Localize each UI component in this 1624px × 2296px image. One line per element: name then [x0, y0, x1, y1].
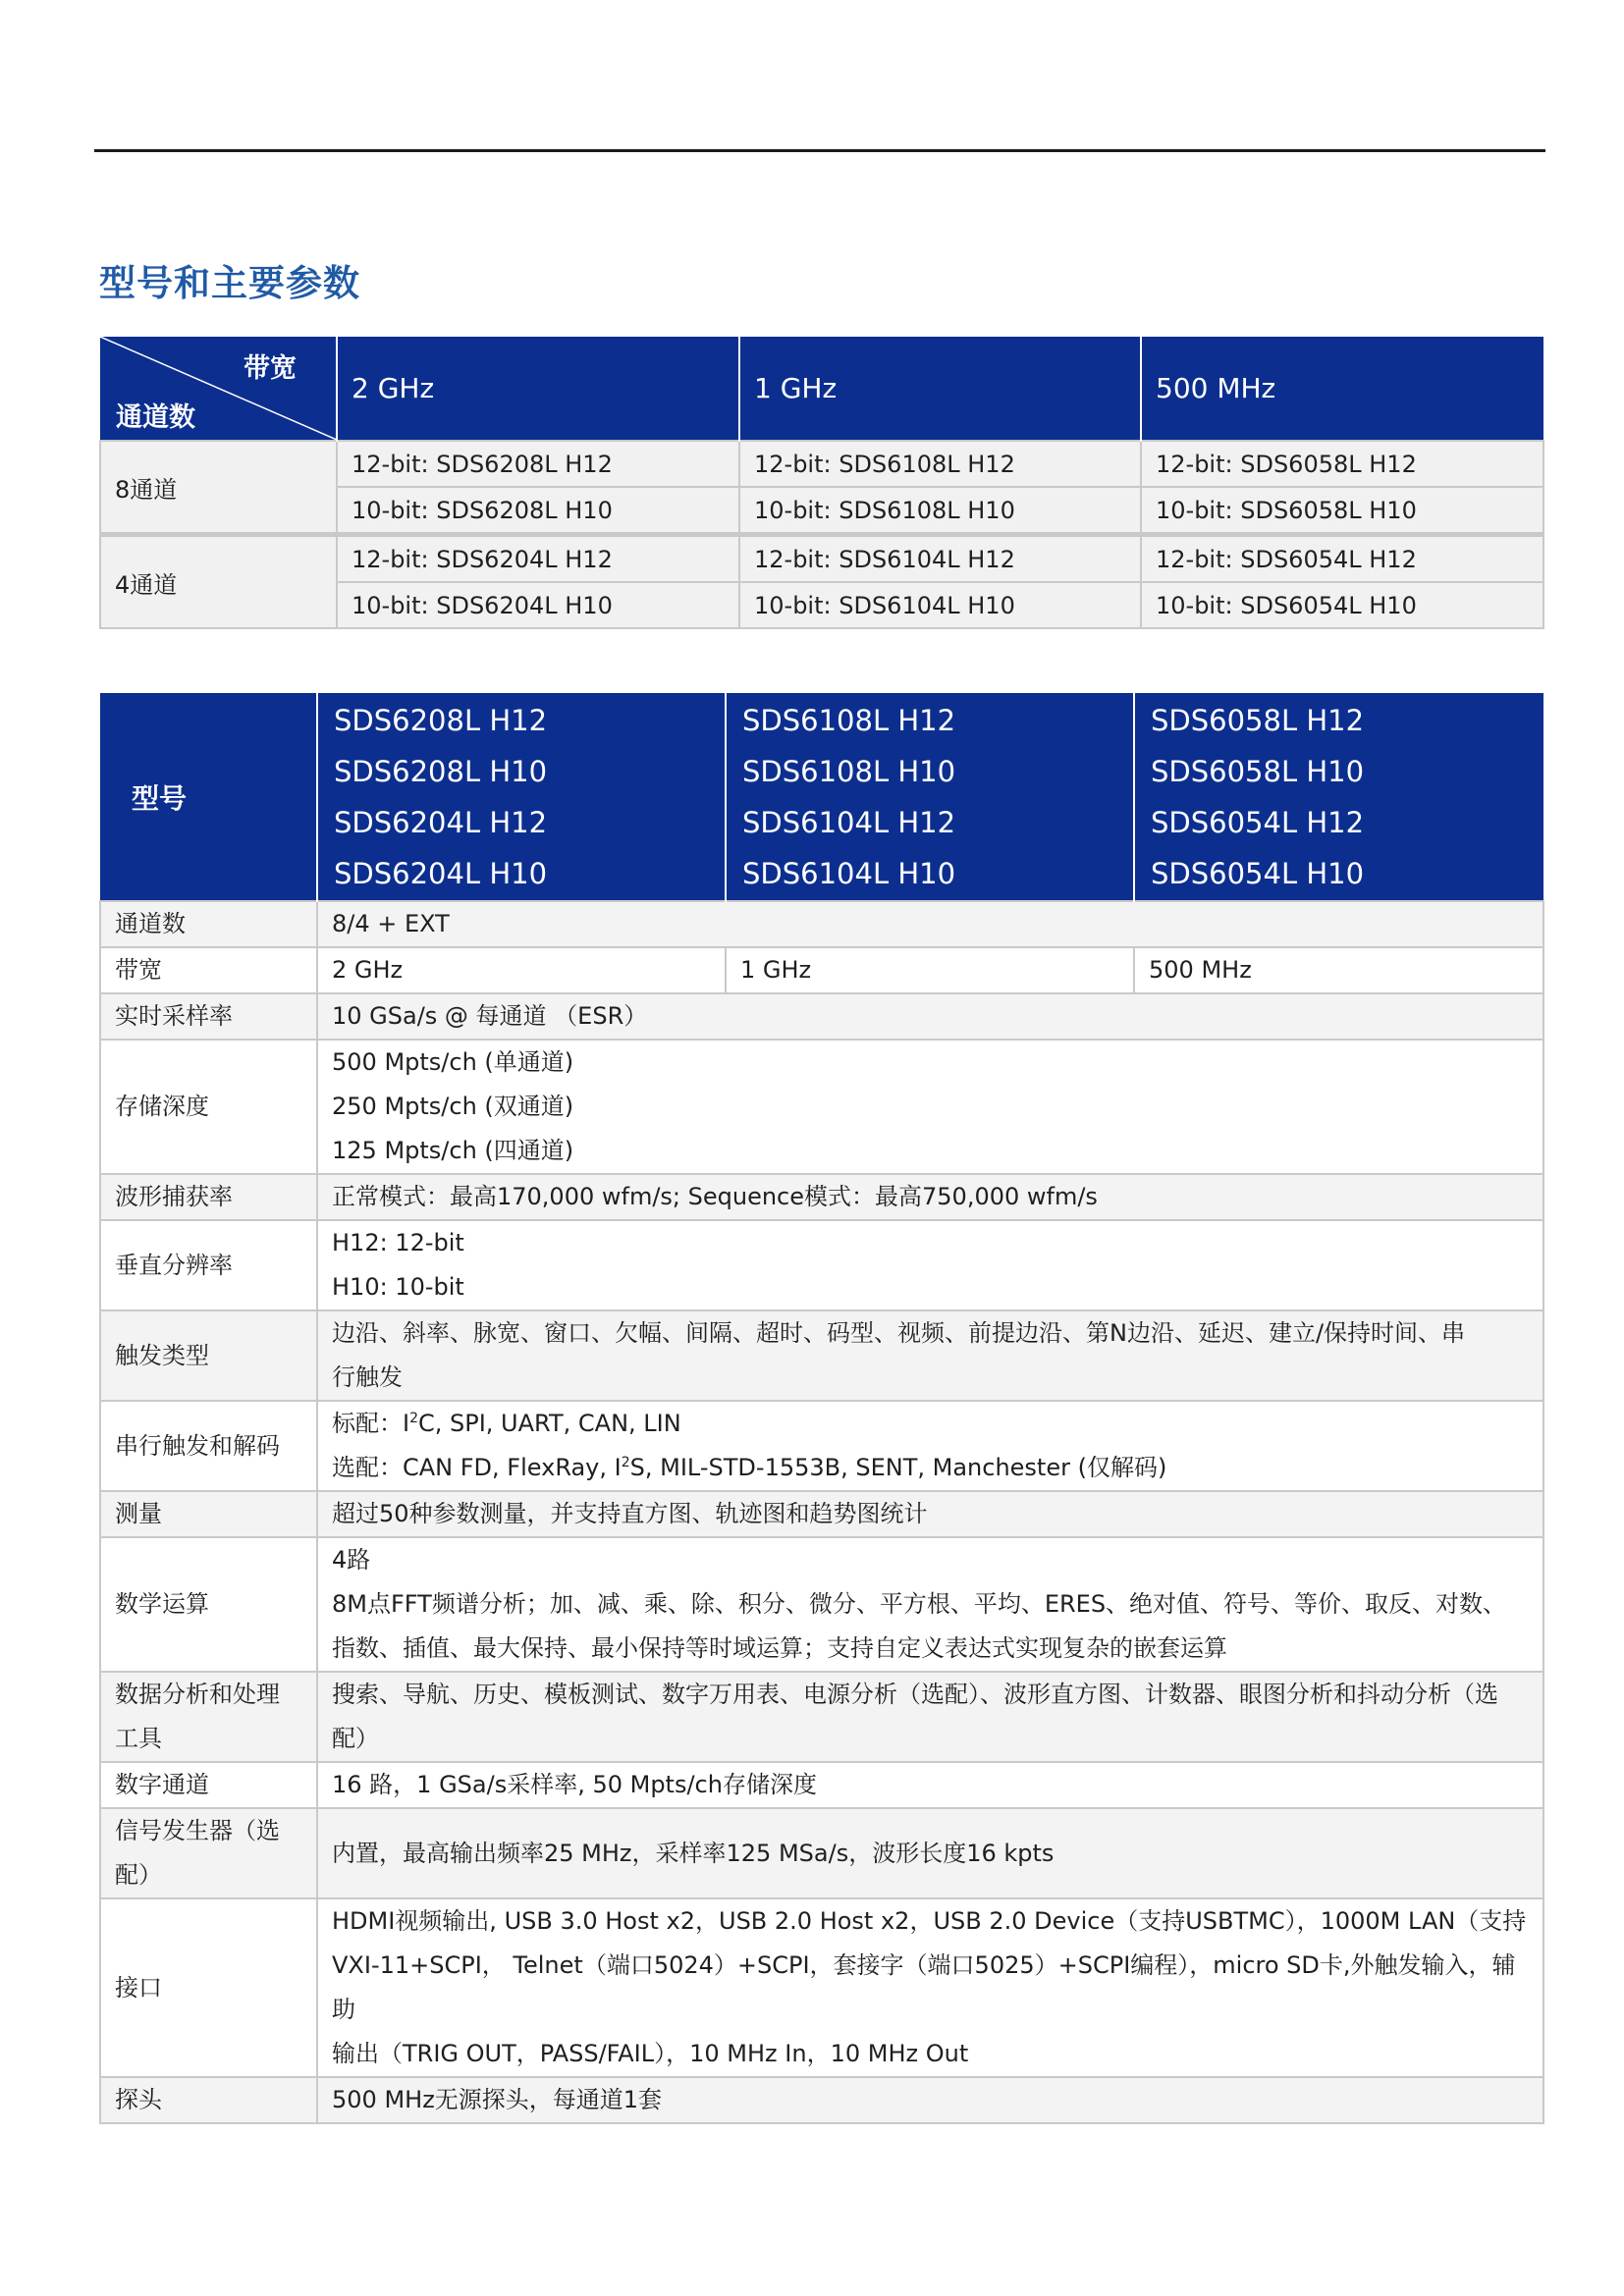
model-cell: 12-bit: SDS6054L H12 — [1141, 535, 1543, 583]
model-name: SDS6054L H10 — [1151, 856, 1365, 890]
spec-row-memory — [100, 1040, 1543, 1174]
spec-line: 输出（TRIG OUT，PASS/FAIL），10 MHz In，10 MHz Out — [332, 2040, 969, 2067]
model-name: SDS6058L H12 — [1151, 703, 1365, 737]
model-header — [317, 693, 726, 901]
model-name: SDS6108L H12 — [742, 703, 956, 737]
spec-label: 接口 — [100, 1898, 317, 2077]
model-cell: 12-bit: SDS6108L H12 — [739, 441, 1141, 487]
bandwidth-header: 2 GHz — [337, 337, 739, 441]
spec-line — [332, 1402, 1529, 1446]
spec-line: 行触发 — [332, 1363, 403, 1391]
spec-line: VXI-11+SCPI， Telnet（端口5024）+SCPI，套接字（端口5025）+SCPI编程），micro SD卡,外触发输入，辅助 — [332, 1951, 1516, 2023]
model-name: SDS6204L H12 — [334, 805, 548, 839]
spec-label-line: 数据分析和处理 — [115, 1681, 280, 1708]
bandwidth-header-row — [100, 337, 1543, 441]
model-name: SDS6208L H10 — [334, 754, 548, 788]
spec-label: 触发类型 — [100, 1310, 317, 1401]
row-label: 8通道 — [100, 441, 337, 535]
spec-label-line: 配） — [115, 1861, 162, 1889]
spec-value — [317, 1537, 1543, 1672]
text-fragment: 标配：I — [332, 1410, 410, 1437]
spec-value — [317, 1220, 1543, 1310]
spec-label — [100, 1672, 317, 1762]
bandwidth-header: 1 GHz — [739, 337, 1141, 441]
model-name: SDS6104L H10 — [742, 856, 956, 890]
section-title: 型号和主要参数 — [99, 262, 360, 304]
spec-value — [317, 1040, 1543, 1174]
spec-line: 指数、插值、最大保持、最小保持等时域运算；支持自定义表达式实现复杂的嵌套运算 — [332, 1634, 1227, 1662]
model-name: SDS6204L H10 — [334, 856, 548, 890]
spec-line: 边沿、斜率、脉宽、窗口、欠幅、间隔、超时、码型、视频、前提边沿、第N边沿、延迟、建立/保持时间、串 — [332, 1319, 1466, 1347]
model-matrix-table — [99, 337, 1544, 629]
model-cell: 10-bit: SDS6208L H10 — [337, 487, 739, 535]
spec-value — [317, 1898, 1543, 2077]
model-cell: 12-bit: SDS6208L H12 — [337, 441, 739, 487]
spec-label: 存储深度 — [100, 1040, 317, 1174]
spec-value: 2 GHz — [317, 947, 726, 993]
spec-label: 数字通道 — [100, 1762, 317, 1808]
spec-label: 通道数 — [100, 901, 317, 947]
text-fragment: C, SPI, UART, CAN, LIN — [418, 1410, 681, 1437]
spec-line: H10: 10-bit — [332, 1273, 464, 1301]
spec-row-analysis — [100, 1672, 1543, 1762]
spec-row-interface — [100, 1898, 1543, 2077]
spec-line: 配） — [332, 1725, 379, 1752]
model-name: SDS6108L H10 — [742, 754, 956, 788]
spec-value: 500 MHz — [1134, 947, 1543, 993]
spec-row-sample-rate — [100, 993, 1543, 1040]
model-cell: 10-bit: SDS6104L H10 — [739, 582, 1141, 628]
spec-label — [100, 1808, 317, 1898]
model-header — [726, 693, 1134, 901]
row-label: 4通道 — [100, 535, 337, 629]
model-header-label: 型号 — [100, 693, 317, 901]
model-cell: 12-bit: SDS6204L H12 — [337, 535, 739, 583]
spec-label: 串行触发和解码 — [100, 1401, 317, 1491]
spec-label: 探头 — [100, 2077, 317, 2123]
superscript: 2 — [621, 1455, 630, 1470]
spec-row-capture — [100, 1174, 1543, 1220]
spec-value: 超过50种参数测量，并支持直方图、轨迹图和趋势图统计 — [317, 1491, 1543, 1537]
spec-row-bandwidth — [100, 947, 1543, 993]
superscript: 2 — [409, 1411, 418, 1426]
text-fragment: S, MIL-STD-1553B, SENT, Manchester (仅解码) — [629, 1454, 1167, 1481]
spec-row-generator — [100, 1808, 1543, 1898]
corner-header — [100, 337, 337, 441]
spec-line: 8M点FFT频谱分析；加、减、乘、除、积分、微分、平方根、平均、ERES、绝对值、符号、等价、取反、对数、 — [332, 1590, 1507, 1618]
spec-table — [99, 693, 1544, 2124]
table-row — [100, 535, 1543, 583]
spec-value — [317, 1672, 1543, 1762]
spec-value: 10 GSa/s @ 每通道 （ESR） — [317, 993, 1543, 1040]
model-name: SDS6208L H12 — [334, 703, 548, 737]
model-name: SDS6058L H10 — [1151, 754, 1365, 788]
bandwidth-header: 500 MHz — [1141, 337, 1543, 441]
spec-value: 8/4 + EXT — [317, 901, 1543, 947]
corner-channels-label: 通道数 — [116, 402, 195, 433]
spec-value — [317, 1310, 1543, 1401]
spec-label: 测量 — [100, 1491, 317, 1537]
model-cell: 12-bit: SDS6104L H12 — [739, 535, 1141, 583]
spec-value: 500 MHz无源探头，每通道1套 — [317, 2077, 1543, 2123]
spec-line: 500 Mpts/ch (单通道) — [332, 1048, 574, 1076]
spec-value: 1 GHz — [726, 947, 1134, 993]
corner-bandwidth-label: 带宽 — [244, 353, 297, 384]
spec-line: H12: 12-bit — [332, 1229, 464, 1256]
spec-value: 16 路，1 GSa/s采样率, 50 Mpts/ch存储深度 — [317, 1762, 1543, 1808]
spec-label: 数学运算 — [100, 1537, 317, 1672]
spec-row-trigger — [100, 1310, 1543, 1401]
spec-label: 带宽 — [100, 947, 317, 993]
spec-label: 实时采样率 — [100, 993, 317, 1040]
spec-line: 250 Mpts/ch (双通道) — [332, 1093, 574, 1120]
spec-label-line: 信号发生器（选 — [115, 1817, 280, 1844]
spec-line: HDMI视频输出, USB 3.0 Host x2，USB 2.0 Host x2，USB 2.0 Device（支持USBTMC），1000M LAN（支持 — [332, 1907, 1527, 1935]
model-cell: 10-bit: SDS6204L H10 — [337, 582, 739, 628]
spec-row-resolution — [100, 1220, 1543, 1310]
spec-line: 搜索、导航、历史、模板测试、数字万用表、电源分析（选配）、波形直方图、计数器、眼图分析和抖动分析（选 — [332, 1681, 1498, 1708]
spec-label: 垂直分辨率 — [100, 1220, 317, 1310]
spec-value: 内置，最高输出频率25 MHz，采样率125 MSa/s，波形长度16 kpts — [317, 1808, 1543, 1898]
text-fragment: 选配：CAN FD, FlexRay, I — [332, 1454, 622, 1481]
spec-line — [332, 1446, 1529, 1490]
model-cell: 12-bit: SDS6058L H12 — [1141, 441, 1543, 487]
spec-row-serial — [100, 1401, 1543, 1491]
spec-label-line: 工具 — [115, 1725, 162, 1752]
spec-row-math — [100, 1537, 1543, 1672]
model-cell: 10-bit: SDS6054L H10 — [1141, 582, 1543, 628]
spec-value — [317, 1401, 1543, 1491]
spec-row-channels — [100, 901, 1543, 947]
model-name: SDS6054L H12 — [1151, 805, 1365, 839]
model-name: SDS6104L H12 — [742, 805, 956, 839]
model-header-row — [100, 693, 1543, 901]
spec-value: 正常模式：最高170,000 wfm/s; Sequence模式：最高750,000 wfm/s — [317, 1174, 1543, 1220]
spec-line: 4路 — [332, 1546, 371, 1574]
model-cell: 10-bit: SDS6108L H10 — [739, 487, 1141, 535]
spec-row-probe — [100, 2077, 1543, 2123]
model-cell: 10-bit: SDS6058L H10 — [1141, 487, 1543, 535]
spec-row-digital — [100, 1762, 1543, 1808]
spec-label: 波形捕获率 — [100, 1174, 317, 1220]
model-header — [1134, 693, 1543, 901]
top-rule — [94, 149, 1545, 152]
spec-line: 125 Mpts/ch (四通道) — [332, 1137, 574, 1164]
spec-row-measure — [100, 1491, 1543, 1537]
table-row — [100, 441, 1543, 487]
